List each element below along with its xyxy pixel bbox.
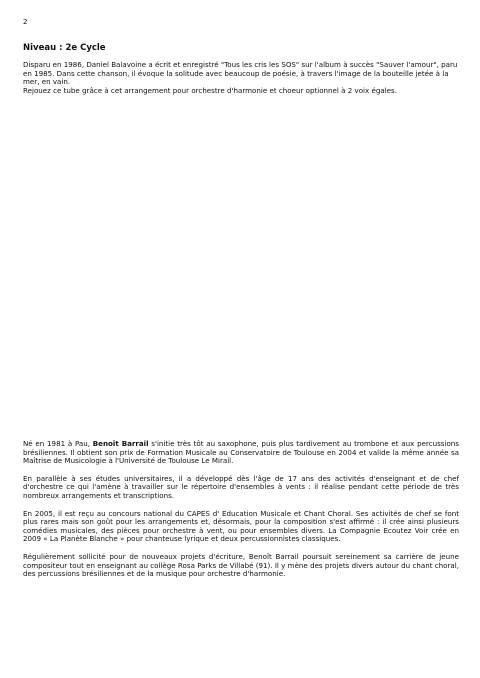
level-heading: Niveau : 2e Cycle [23, 43, 106, 53]
bio-paragraph-2: En parallèle à ses études universitaires, il a développé dès l'âge de 17 ans des activités d'enseignant et de chef d'orchestre ce qui l'amène à travailler sur le répertoire d'ensembles à vents : il réalise pendant cette période de très nombreux arrangements et transcriptions. [23, 473, 459, 500]
biography-section [23, 440, 459, 588]
bio-p1-after: s'initie très tôt au saxophone, puis plus tardivement au trombone et aux percussions brésiliennes. Il obtient son prix de Formation Musicale au Conservatoire de Toulouse en 2004 et valide la même année sa Maîtrise de Musicologie à l'Université de Toulouse Le Mirail. [23, 439, 459, 466]
bio-paragraph-4: Régulièrement sollicité pour de nouveaux projets d'écriture, Benoît Barrail poursuit sereinement sa carrière de jeune compositeur tout en enseignant au collège Rosa Parks de Villabé (91). Il y mène des projets divers autour du chant choral, des percussions brésiliennes et de la musique pour orchestre d'harmonie. [23, 551, 459, 579]
intro-paragraph-2: Rejouez ce tube grâce à cet arrangement pour orchestre d'harmonie et choeur optionnel à 2 voix égales. [23, 85, 397, 95]
intro-section [23, 61, 459, 95]
bio-paragraph-1 [23, 440, 459, 466]
composer-name: Benoît Barrail [92, 439, 149, 448]
bio-paragraph-3: En 2005, il est reçu au concours national du CAPES d' Education Musicale et Chant Choral. Ses activités de chef se font plus rares mais son goût pour les arrangements et, désormais, pour la composition s'est affirmé : il crée ainsi plusieurs comédies musicales, des pièces pour orchestre à vent, ou pour ensembles divers. La Compagnie Ecoutez Voir crée en 2009 « La Planète Blanche » pour chanteuse lyrique et deux percussionnistes classiques. [23, 508, 459, 544]
page-number: 2 [23, 18, 28, 26]
intro-paragraph-1: Disparu en 1986, Daniel Balavoine a écrit et enregistré "Tous les cris les SOS" sur l'album à succès "Sauver l'amour", paru en 1985. Dans cette chanson, il évoque la solitude avec beaucoup de poésie, à travers l'image de la bouteille jetée à la mer, en vain. [23, 60, 458, 87]
bio-p1-before: Né en 1981 à Pau, [23, 439, 93, 448]
